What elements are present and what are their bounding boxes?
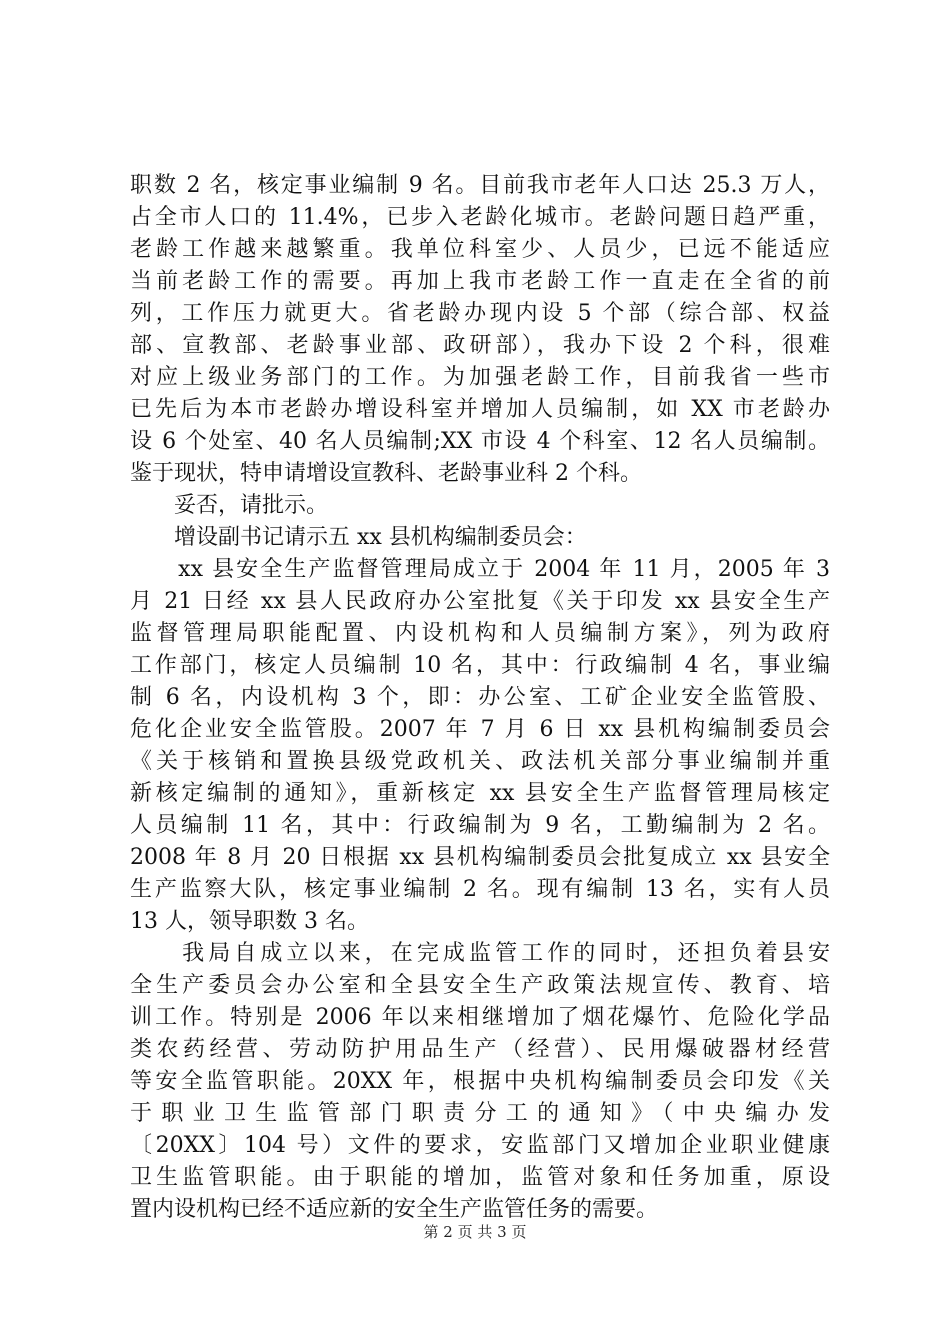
text-line: 设 6 个处室、40 名人员编制;XX 市设 4 个科室、12 名人员编制。 [130, 429, 830, 454]
text-line: 2008 年 8 月 20 日根据 xx 县机构编制委员会批复成立 xx 县安全 [130, 845, 830, 870]
text-line: 训工作。特别是 2006 年以来相继增加了烟花爆竹、危险化学品 [130, 1005, 830, 1030]
document-body [130, 170, 830, 1226]
text-line: 卫生监管职能。由于职能的增加，监管对象和任务加重，原设 [130, 1165, 830, 1190]
text-line: 等安全监管职能。20XX 年，根据中央机构编制委员会印发《关 [130, 1069, 830, 1094]
text-line: 对应上级业务部门的工作。为加强老龄工作，目前我省一些市 [130, 365, 830, 390]
text-line: 于职业卫生监管部门职责分工的通知》（中央编办发 [130, 1101, 830, 1126]
text-line: xx 县安全生产监督管理局成立于 2004 年 11 月，2005 年 3 [130, 557, 830, 582]
text-line: 鉴于现状，特申请增设宣教科、老龄事业科 2 个科。 [130, 461, 642, 486]
text-line: 我局自成立以来，在完成监管工作的同时，还担负着县安 [130, 941, 830, 966]
text-line: 人员编制 11 名，其中：行政编制为 9 名，工勤编制为 2 名。 [130, 813, 830, 838]
text-line: 占全市人口的 11.4%，已步入老龄化城市。老龄问题日趋严重， [130, 205, 830, 230]
text-line: 老龄工作越来越繁重。我单位科室少、人员少，已远不能适应 [130, 237, 830, 262]
text-line: 制 6 名，内设机构 3 个，即：办公室、工矿企业安全监管股、 [130, 685, 830, 710]
text-line: 妥否，请批示。 [130, 493, 329, 518]
text-line: 置内设机构已经不适应新的安全生产监管任务的需要。 [130, 1197, 659, 1222]
text-line: 职数 2 名，核定事业编制 9 名。目前我市老年人口达 25.3 万人， [130, 173, 830, 198]
text-line: 13 人，领导职数 3 名。 [130, 909, 369, 934]
text-line: 工作部门，核定人员编制 10 名，其中：行政编制 4 名，事业编 [130, 653, 830, 678]
page-number-footer: 第 2 页 共 3 页 [423, 1223, 527, 1241]
text-line: 月 21 日经 xx 县人民政府办公室批复《关于印发 xx 县安全生产 [130, 589, 830, 614]
text-line: 全生产委员会办公室和全县安全生产政策法规宣传、教育、培 [130, 973, 830, 998]
text-line: 监督管理局职能配置、内设机构和人员编制方案》，列为政府 [130, 621, 830, 646]
text-line: 新核定编制的通知》，重新核定 xx 县安全生产监督管理局核定 [130, 781, 830, 806]
text-line: 列，工作压力就更大。省老龄办现内设 5 个部（综合部、权益 [130, 301, 830, 326]
text-line: 部、宣教部、老龄事业部、政研部），我办下设 2 个科，很难 [130, 333, 830, 358]
text-line: 当前老龄工作的需要。再加上我市老龄工作一直走在全省的前 [130, 269, 830, 294]
text-line: 增设副书记请示五 xx 县机构编制委员会： [130, 525, 587, 550]
text-line: 《关于核销和置换县级党政机关、政法机关部分事业编制并重 [130, 749, 830, 774]
text-line: 〔20XX〕104 号）文件的要求，安监部门又增加企业职业健康 [130, 1133, 830, 1158]
text-line: 危化企业安全监管股。2007 年 7 月 6 日 xx 县机构编制委员会 [130, 717, 830, 742]
text-line: 生产监察大队，核定事业编制 2 名。现有编制 13 名，实有人员 [130, 877, 830, 902]
text-line: 已先后为本市老龄办增设科室并增加人员编制，如 XX 市老龄办 [130, 397, 830, 422]
text-line: 类农药经营、劳动防护用品生产（经营）、民用爆破器材经营 [130, 1037, 830, 1062]
